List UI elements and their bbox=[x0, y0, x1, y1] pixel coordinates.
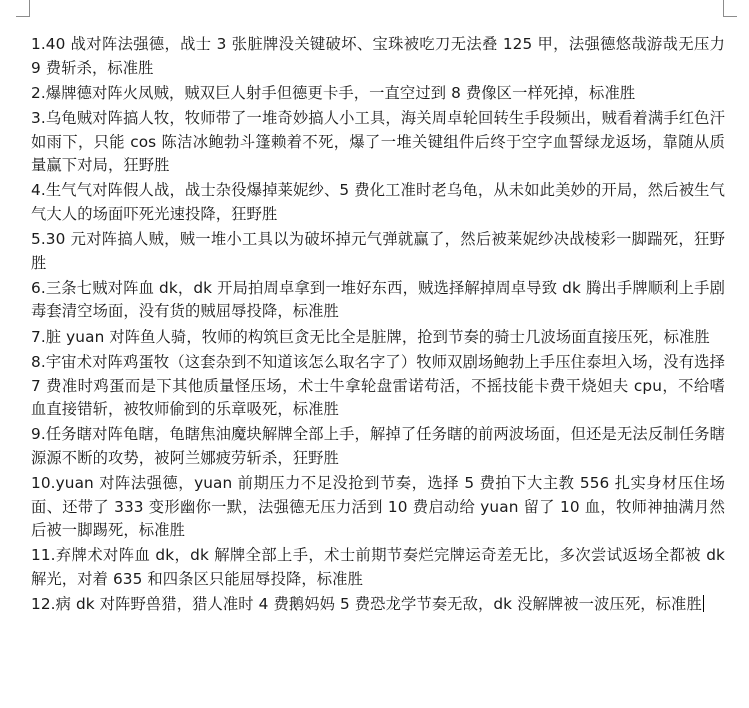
paragraph-11: 11.弃牌术对阵血 dk，dk 解牌全部上手，术士前期节奏烂完牌运奇差无比，多次尝试返场全都被 dk 解光，对着 635 和四条区只能屈辱投降，标准胜 bbox=[31, 546, 725, 588]
paragraph-10: 10.yuan 对阵法强德，yuan 前期压力不足没抢到节奏，选择 5 费拍下大主教 556 扎实身材压住场面、还带了 333 变形幽你一默，法强德无压力活到 10 费启动给 yuan 留了 10 血，牧师神抽满月然后被一脚踢死，标准胜 bbox=[31, 474, 725, 540]
paragraph-6: 6.三条七贼对阵血 dk，dk 开局拍周卓拿到一堆好东西，贼选择解掉周卓导致 dk 腾出手牌顺利上手剧毒套清空场面，没有货的贼屈辱投降，标准胜 bbox=[31, 278, 725, 321]
paragraph-4: 4.生气气对阵假人战，战士杂役爆掉莱妮纱、5 费化工准时老乌龟，从未如此美妙的开局，然后被生气气大人的场面吓死光速投降，狂野胜 bbox=[31, 181, 725, 223]
text-cursor bbox=[703, 595, 704, 612]
paragraph-12-text: 12.病 dk 对阵野兽猎，猎人准时 4 费鹅妈妈 5 费恐龙学节奏无敌，dk 没解牌被一波压死，标准胜 bbox=[31, 595, 702, 614]
paragraph-12 bbox=[31, 593, 725, 617]
paragraph-8: 8.宇宙术对阵鸡蛋牧（这套杂到不知道该怎么取名字了）牧师双剧场鲍勃上手压住泰坦入场，没有选择 7 费准时鸡蛋而是下其他质量怪压场，术士牛拿轮盘雷诺苟活，不摇技能卡费干烧妲夫 cpu，不给嗜血直接错斩，被牧师偷到的乐章吸死，标准胜 bbox=[31, 353, 725, 419]
paragraph-3: 3.乌龟贼对阵搞人牧，牧师带了一堆奇妙搞人小工具，海关周卓轮回转生手段频出，贼看着满手红色汗如雨下，只能 cos 陈洁冰鲍勃斗篷赖着不死，爆了一堆关键组件后终于空字血誓绿龙返场，靠随从质量赢下对局，狂野胜 bbox=[31, 109, 725, 175]
page-corner-mark-right-horizontal bbox=[723, 16, 737, 17]
page-corner-mark-left-vertical bbox=[29, 0, 30, 16]
paragraph-5: 5.30 元对阵搞人贼，贼一堆小工具以为破坏掉元气弹就赢了，然后被莱妮纱决战棱彩一脚踹死，狂野胜 bbox=[31, 230, 725, 272]
page-corner-mark-right-vertical bbox=[723, 0, 724, 16]
paragraph-7: 7.脏 yuan 对阵鱼人骑，牧师的构筑巨贪无比全是脏牌，抢到节奏的骑士几波场面直接压死，标准胜 bbox=[31, 327, 710, 346]
paragraph-1: 1.40 战对阵法强德，战士 3 张脏牌没关键破坏、宝珠被吃刀无法叠 125 甲，法强德悠哉游哉无压力 9 费斩杀，标准胜 bbox=[31, 35, 725, 77]
page-corner-mark-left-horizontal bbox=[16, 16, 30, 17]
paragraph-2: 2.爆牌德对阵火凤贼，贼双巨人射手但德更卡手，一直空过到 8 费像区一样死掉，标准胜 bbox=[31, 83, 636, 102]
paragraph-9: 9.任务瞎对阵龟瞎，龟瞎焦油魔块解牌全部上手，解掉了任务瞎的前两波场面，但还是无法反制任务瞎源源不断的攻势，被阿兰娜疲劳斩杀，狂野胜 bbox=[31, 425, 725, 467]
document-body[interactable] bbox=[31, 33, 725, 619]
